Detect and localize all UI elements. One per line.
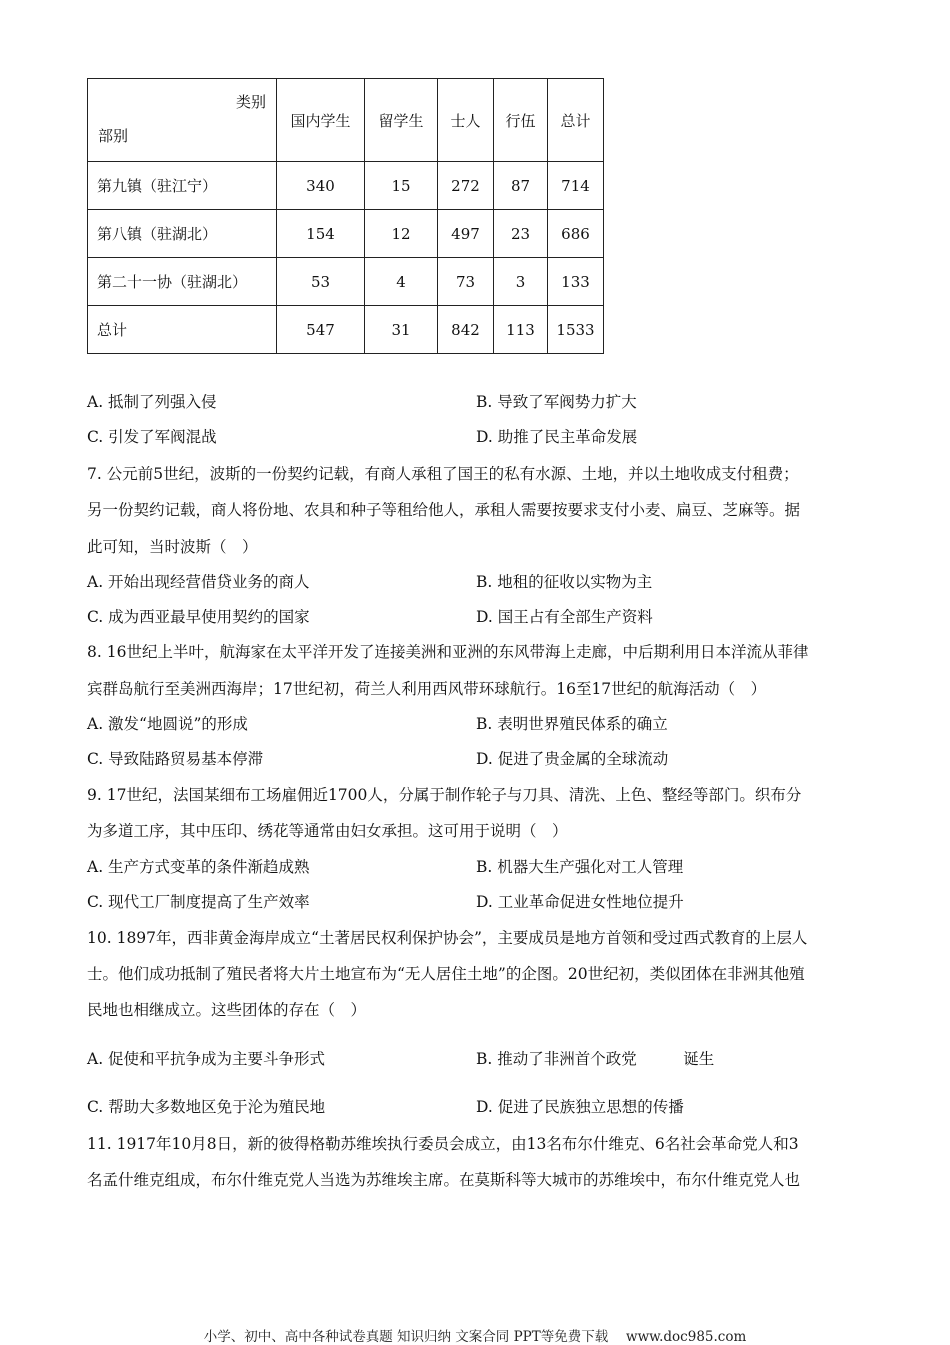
q8-stem-line: 宾群岛航行至美洲西海岸；17世纪初，荷兰人利用西风带环球航行。16至17世纪的航海活动（ ）: [87, 680, 767, 698]
table-cell: 3: [494, 258, 548, 306]
q11-stem-line: 名孟什维克组成，布尔什维克党人当选为苏维埃主席。在莫斯科等大城市的苏维埃中，布尔什维克党人也: [87, 1171, 801, 1189]
q6-option-b: B. 导致了军阀势力扩大: [476, 393, 637, 411]
q9-option-d: D. 工业革命促进女性地位提升: [476, 893, 684, 911]
q7-option-d: D. 国王占有全部生产资料: [476, 608, 653, 626]
column-header: 总计: [548, 79, 604, 162]
q8-option-b: B. 表明世界殖民体系的确立: [476, 715, 668, 733]
row-label: 第九镇（驻江宁）: [88, 162, 277, 210]
table-cell: 714: [548, 162, 604, 210]
q10-option-b: B. 推动了非洲首个政党 诞生: [476, 1050, 715, 1068]
q6-option-a: A. 抵制了列强入侵: [87, 393, 217, 411]
table-header-row: [88, 79, 604, 162]
q6-option-d: D. 助推了民主革命发展: [476, 428, 638, 446]
table-row: [88, 210, 604, 258]
row-label: 第二十一协（驻湖北）: [88, 258, 277, 306]
column-header: 国内学生: [277, 79, 365, 162]
q9-option-b: B. 机器大生产强化对工人管理: [476, 858, 684, 876]
corner-category-label: 类别: [235, 93, 266, 111]
table-cell: 4: [365, 258, 438, 306]
q9-stem-line: 9. 17世纪，法国某细布工场雇佣近1700人，分属于制作轮子与刀具、清洗、上色、整经等部门。织布分: [87, 786, 802, 804]
table-row: [88, 162, 604, 210]
table-cell: 272: [438, 162, 494, 210]
table-row: [88, 258, 604, 306]
q11-stem-line: 11. 1917年10月8日，新的彼得格勒苏维埃执行委员会成立，由13名布尔什维克、6名社会革命党人和3: [87, 1135, 799, 1153]
q10-stem-line: 民地也相继成立。这些团体的存在（ ）: [87, 1001, 367, 1019]
q10-stem-line: 10. 1897年，西非黄金海岸成立“土著居民权利保护协会”，主要成员是地方首领和受过西式教育的上层人: [87, 929, 808, 947]
table-cell: 23: [494, 210, 548, 258]
q8-option-d: D. 促进了贵金属的全球流动: [476, 750, 669, 768]
column-header: 士人: [438, 79, 494, 162]
table-cell: 842: [438, 306, 494, 354]
q7-option-a: A. 开始出现经营借贷业务的商人: [87, 573, 310, 591]
table-cell: 12: [365, 210, 438, 258]
q8-option-a: A. 激发“地圆说”的形成: [87, 715, 248, 733]
q10-option-c: C. 帮助大多数地区免于沦为殖民地: [87, 1098, 326, 1116]
q10-stem-line: 士。他们成功抵制了殖民者将大片土地宣布为“无人居住土地”的企图。20世纪初，类似团体在非洲其他殖: [87, 965, 805, 983]
q7-stem-line: 7. 公元前5世纪，波斯的一份契约记载，有商人承租了国王的私有水源、土地，并以土地收成支付租费；: [87, 465, 799, 483]
q7-stem-line: 另一份契约记载，商人将份地、农具和种子等租给他人，承租人需要按要求支付小麦、扁豆、芝麻等。据: [87, 501, 801, 519]
table-cell: 31: [365, 306, 438, 354]
table-cell: 87: [494, 162, 548, 210]
page-footer: 小学、初中、高中各种试卷真题 知识归纳 文案合同 PPT等免费下载 www.doc985.com: [203, 1329, 747, 1345]
column-header: 行伍: [494, 79, 548, 162]
q7-option-c: C. 成为西亚最早使用契约的国家: [87, 608, 310, 626]
q7-option-b: B. 地租的征收以实物为主: [476, 573, 653, 591]
q9-option-c: C. 现代工厂制度提高了生产效率: [87, 893, 310, 911]
q10-option-d: D. 促进了民族独立思想的传播: [476, 1098, 684, 1116]
table-cell: 73: [438, 258, 494, 306]
table-corner-cell: [88, 79, 277, 162]
q8-option-c: C. 导致陆路贸易基本停滞: [87, 750, 264, 768]
q10-option-a: A. 促使和平抗争成为主要斗争形式: [87, 1050, 326, 1068]
table-cell: 340: [277, 162, 365, 210]
row-label: 第八镇（驻湖北）: [88, 210, 277, 258]
statistics-table: [87, 78, 604, 354]
corner-department-label: 部别: [98, 127, 129, 145]
q7-stem-line: 此可知，当时波斯（ ）: [87, 538, 258, 556]
table-row: [88, 306, 604, 354]
table-cell: 1533: [548, 306, 604, 354]
table-cell: 53: [277, 258, 365, 306]
q6-option-c: C. 引发了军阀混战: [87, 428, 217, 446]
q9-option-a: A. 生产方式变革的条件渐趋成熟: [87, 858, 310, 876]
table-cell: 154: [277, 210, 365, 258]
table-cell: 113: [494, 306, 548, 354]
table-cell: 497: [438, 210, 494, 258]
table-cell: 15: [365, 162, 438, 210]
table-cell: 133: [548, 258, 604, 306]
q8-stem-line: 8. 16世纪上半叶，航海家在太平洋开发了连接美洲和亚洲的东风带海上走廊，中后期利用日本洋流从菲律: [87, 643, 809, 661]
q9-stem-line: 为多道工序，其中压印、绣花等通常由妇女承担。这可用于说明（ ）: [87, 822, 568, 840]
column-header: 留学生: [365, 79, 438, 162]
table-cell: 547: [277, 306, 365, 354]
row-label: 总计: [88, 306, 277, 354]
table-cell: 686: [548, 210, 604, 258]
